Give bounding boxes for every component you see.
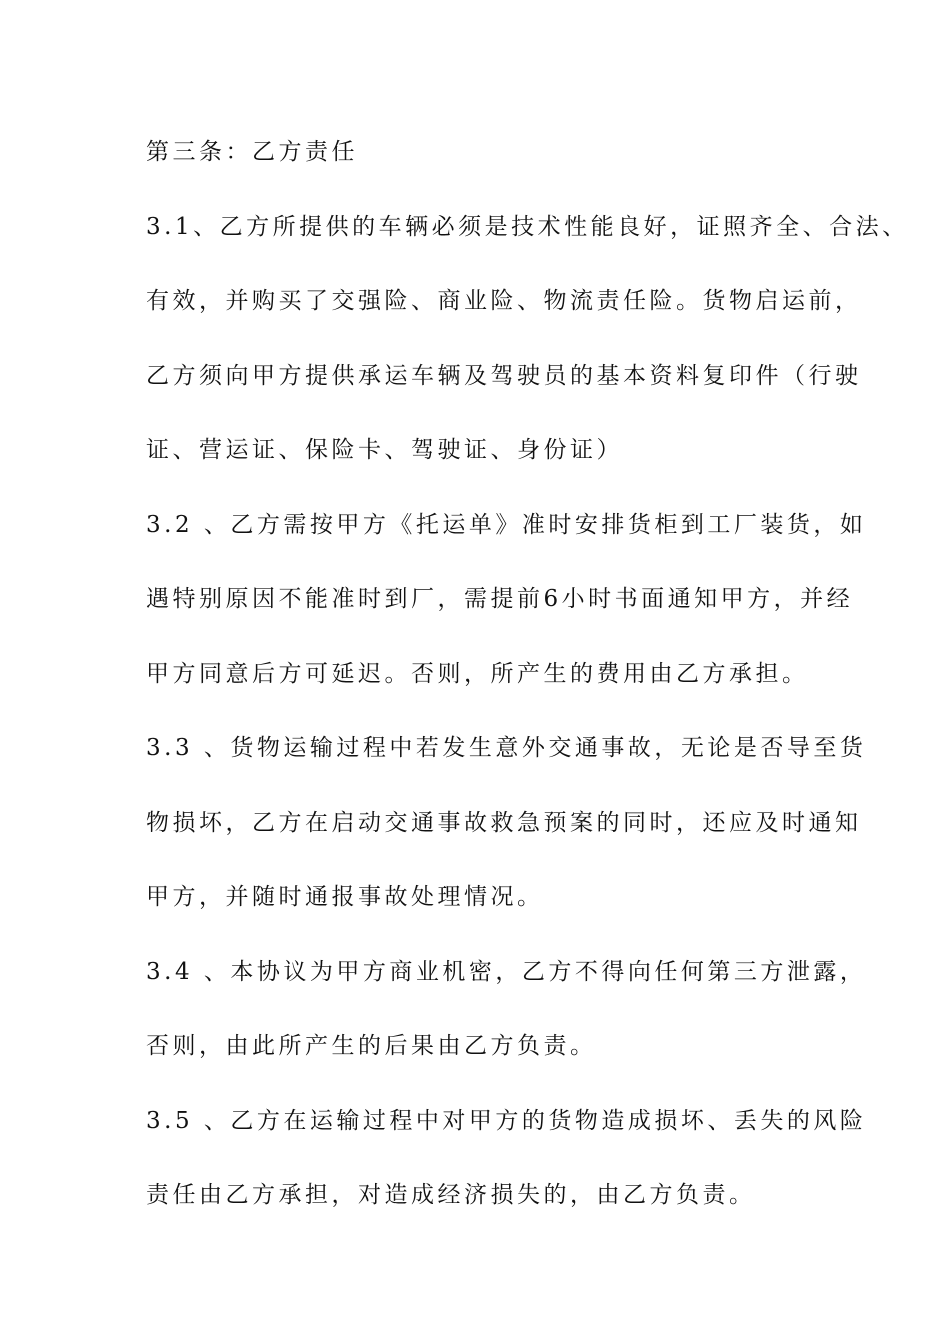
- clause-3-2-line-1: 3.2 、乙方需按甲方《托运单》准时安排货柜到工厂装货，如: [146, 512, 867, 538]
- clause-3-1-line-4: 证、营运证、保险卡、驾驶证、身份证）: [146, 437, 623, 463]
- clause-3-2-line-3: 甲方同意后方可延迟。否则，所产生的费用由乙方承担。: [146, 661, 809, 687]
- clause-3-5-line-1: 3.5 、乙方在运输过程中对甲方的货物造成损坏、丢失的风险: [146, 1108, 867, 1134]
- clause-3-3-line-1: 3.3 、货物运输过程中若发生意外交通事故，无论是否导至货: [146, 735, 867, 761]
- clause-3-3-line-3: 甲方，并随时通报事故处理情况。: [146, 884, 544, 910]
- clause-3-1-line-3: 乙方须向甲方提供承运车辆及驾驶员的基本资料复印件（行驶: [146, 363, 862, 389]
- clause-3-1-line-2: 有效，并购买了交强险、商业险、物流责任险。货物启运前，: [146, 288, 862, 314]
- clause-3-2-line-2: 遇特别原因不能准时到厂，需提前6小时书面通知甲方，并经: [146, 586, 854, 612]
- article-heading: 第三条：乙方责任: [146, 139, 358, 165]
- clause-3-1-line-1: 3.1、乙方所提供的车辆必须是技术性能良好，证照齐全、合法、: [146, 214, 909, 240]
- clause-3-5-line-2: 责任由乙方承担，对造成经济损失的，由乙方负责。: [146, 1182, 756, 1208]
- clause-3-4-line-1: 3.4 、本协议为甲方商业机密，乙方不得向任何第三方泄露，: [146, 959, 867, 985]
- clause-3-4-line-2: 否则，由此所产生的后果由乙方负责。: [146, 1033, 597, 1059]
- clause-3-3-line-2: 物损坏，乙方在启动交通事故救急预案的同时，还应及时通知: [146, 810, 862, 836]
